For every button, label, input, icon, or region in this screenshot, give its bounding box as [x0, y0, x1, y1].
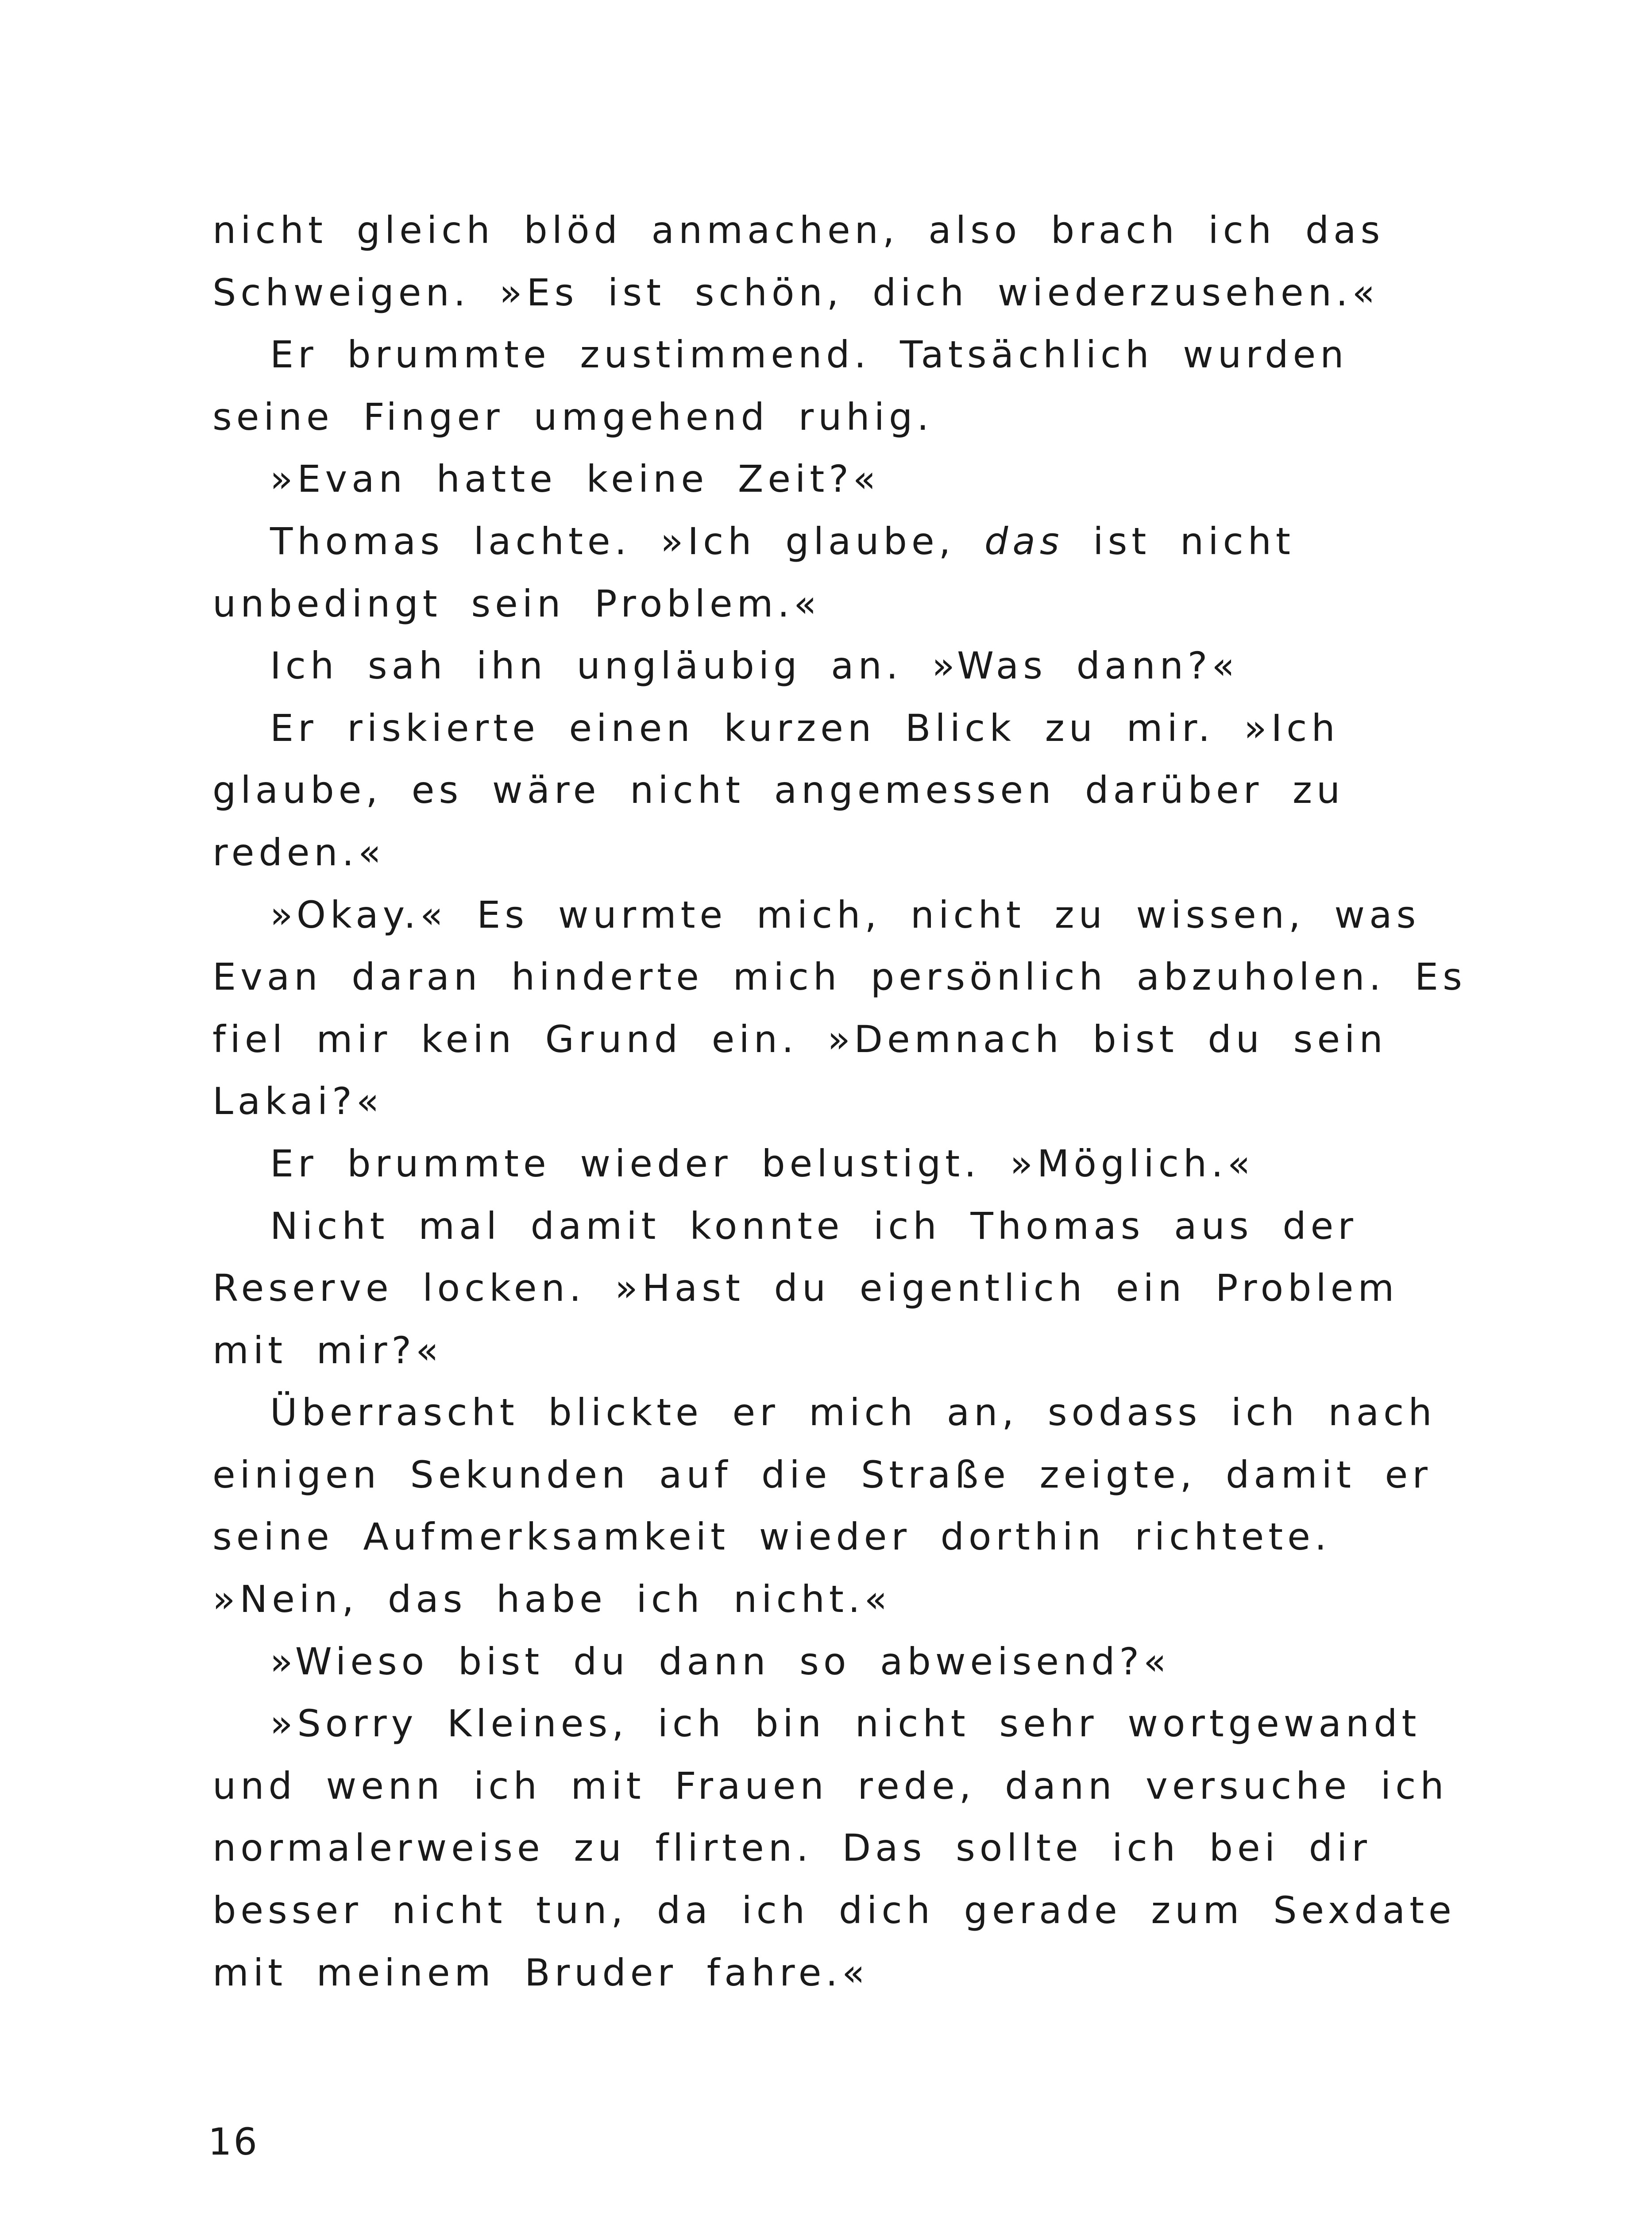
emphasized-word: das — [984, 519, 1064, 563]
text-line: nicht gleich blöd anmachen, also brach ich das — [212, 208, 1385, 252]
text-line: normalerweise zu flirten. Das sollte ich bei dir — [212, 1826, 1371, 1870]
text-segment: ist nicht — [1063, 519, 1295, 563]
text-line: Evan daran hinderte mich persönlich abzuholen. Es — [212, 955, 1467, 999]
text-line: »Sorry Kleines, ich bin nicht sehr wortgewandt — [270, 1702, 1421, 1746]
body-text — [212, 199, 1467, 2004]
text-line: »Wieso bist du dann so abweisend?« — [270, 1639, 1171, 1683]
text-line: Schweigen. »Es ist schön, dich wiederzusehen.« — [212, 270, 1380, 314]
text-line: Er brummte zustimmend. Tatsächlich wurden — [270, 333, 1348, 377]
text-line: reden.« — [212, 830, 386, 874]
text-line: glaube, es wäre nicht angemessen darüber zu — [212, 768, 1345, 812]
text-line: »Nein, das habe ich nicht.« — [212, 1577, 892, 1621]
text-line: mit meinem Bruder fahre.« — [212, 1951, 869, 1994]
text-line: Er riskierte einen kurzen Blick zu mir. »Ich — [270, 706, 1339, 750]
text-line: und wenn ich mit Frauen rede, dann versuche ich — [212, 1764, 1448, 1808]
text-line: einigen Sekunden auf die Straße zeigte, damit er — [212, 1453, 1432, 1496]
text-line: unbedingt sein Problem.« — [212, 582, 821, 625]
page-number: 16 — [208, 2120, 259, 2163]
text-line: Ich sah ihn ungläubig an. »Was dann?« — [270, 644, 1239, 688]
text-line: mit mir?« — [212, 1328, 443, 1372]
text-line: Er brummte wieder belustigt. »Möglich.« — [270, 1141, 1255, 1185]
text-line: fiel mir kein Grund ein. »Demnach bist du sein — [212, 1017, 1387, 1061]
text-line: Nicht mal damit konnte ich Thomas aus der — [270, 1204, 1358, 1248]
text-line: »Evan hatte keine Zeit?« — [270, 457, 880, 501]
text-line: Überrascht blickte er mich an, sodass ich nach — [270, 1391, 1436, 1434]
text-line: Reserve locken. »Hast du eigentlich ein Problem — [212, 1266, 1399, 1310]
text-line: seine Aufmerksamkeit wieder dorthin richtete. — [212, 1515, 1331, 1559]
text-line: »Okay.« Es wurmte mich, nicht zu wissen, was — [270, 893, 1420, 937]
text-line: seine Finger umgehend ruhig. — [212, 395, 934, 439]
text-line: besser nicht tun, da ich dich gerade zum Sexdate — [212, 1889, 1456, 1932]
text-line — [212, 510, 1408, 573]
text-line: Lakai?« — [212, 1080, 384, 1123]
text-segment: Thomas lachte. »Ich glaube, — [270, 519, 985, 563]
